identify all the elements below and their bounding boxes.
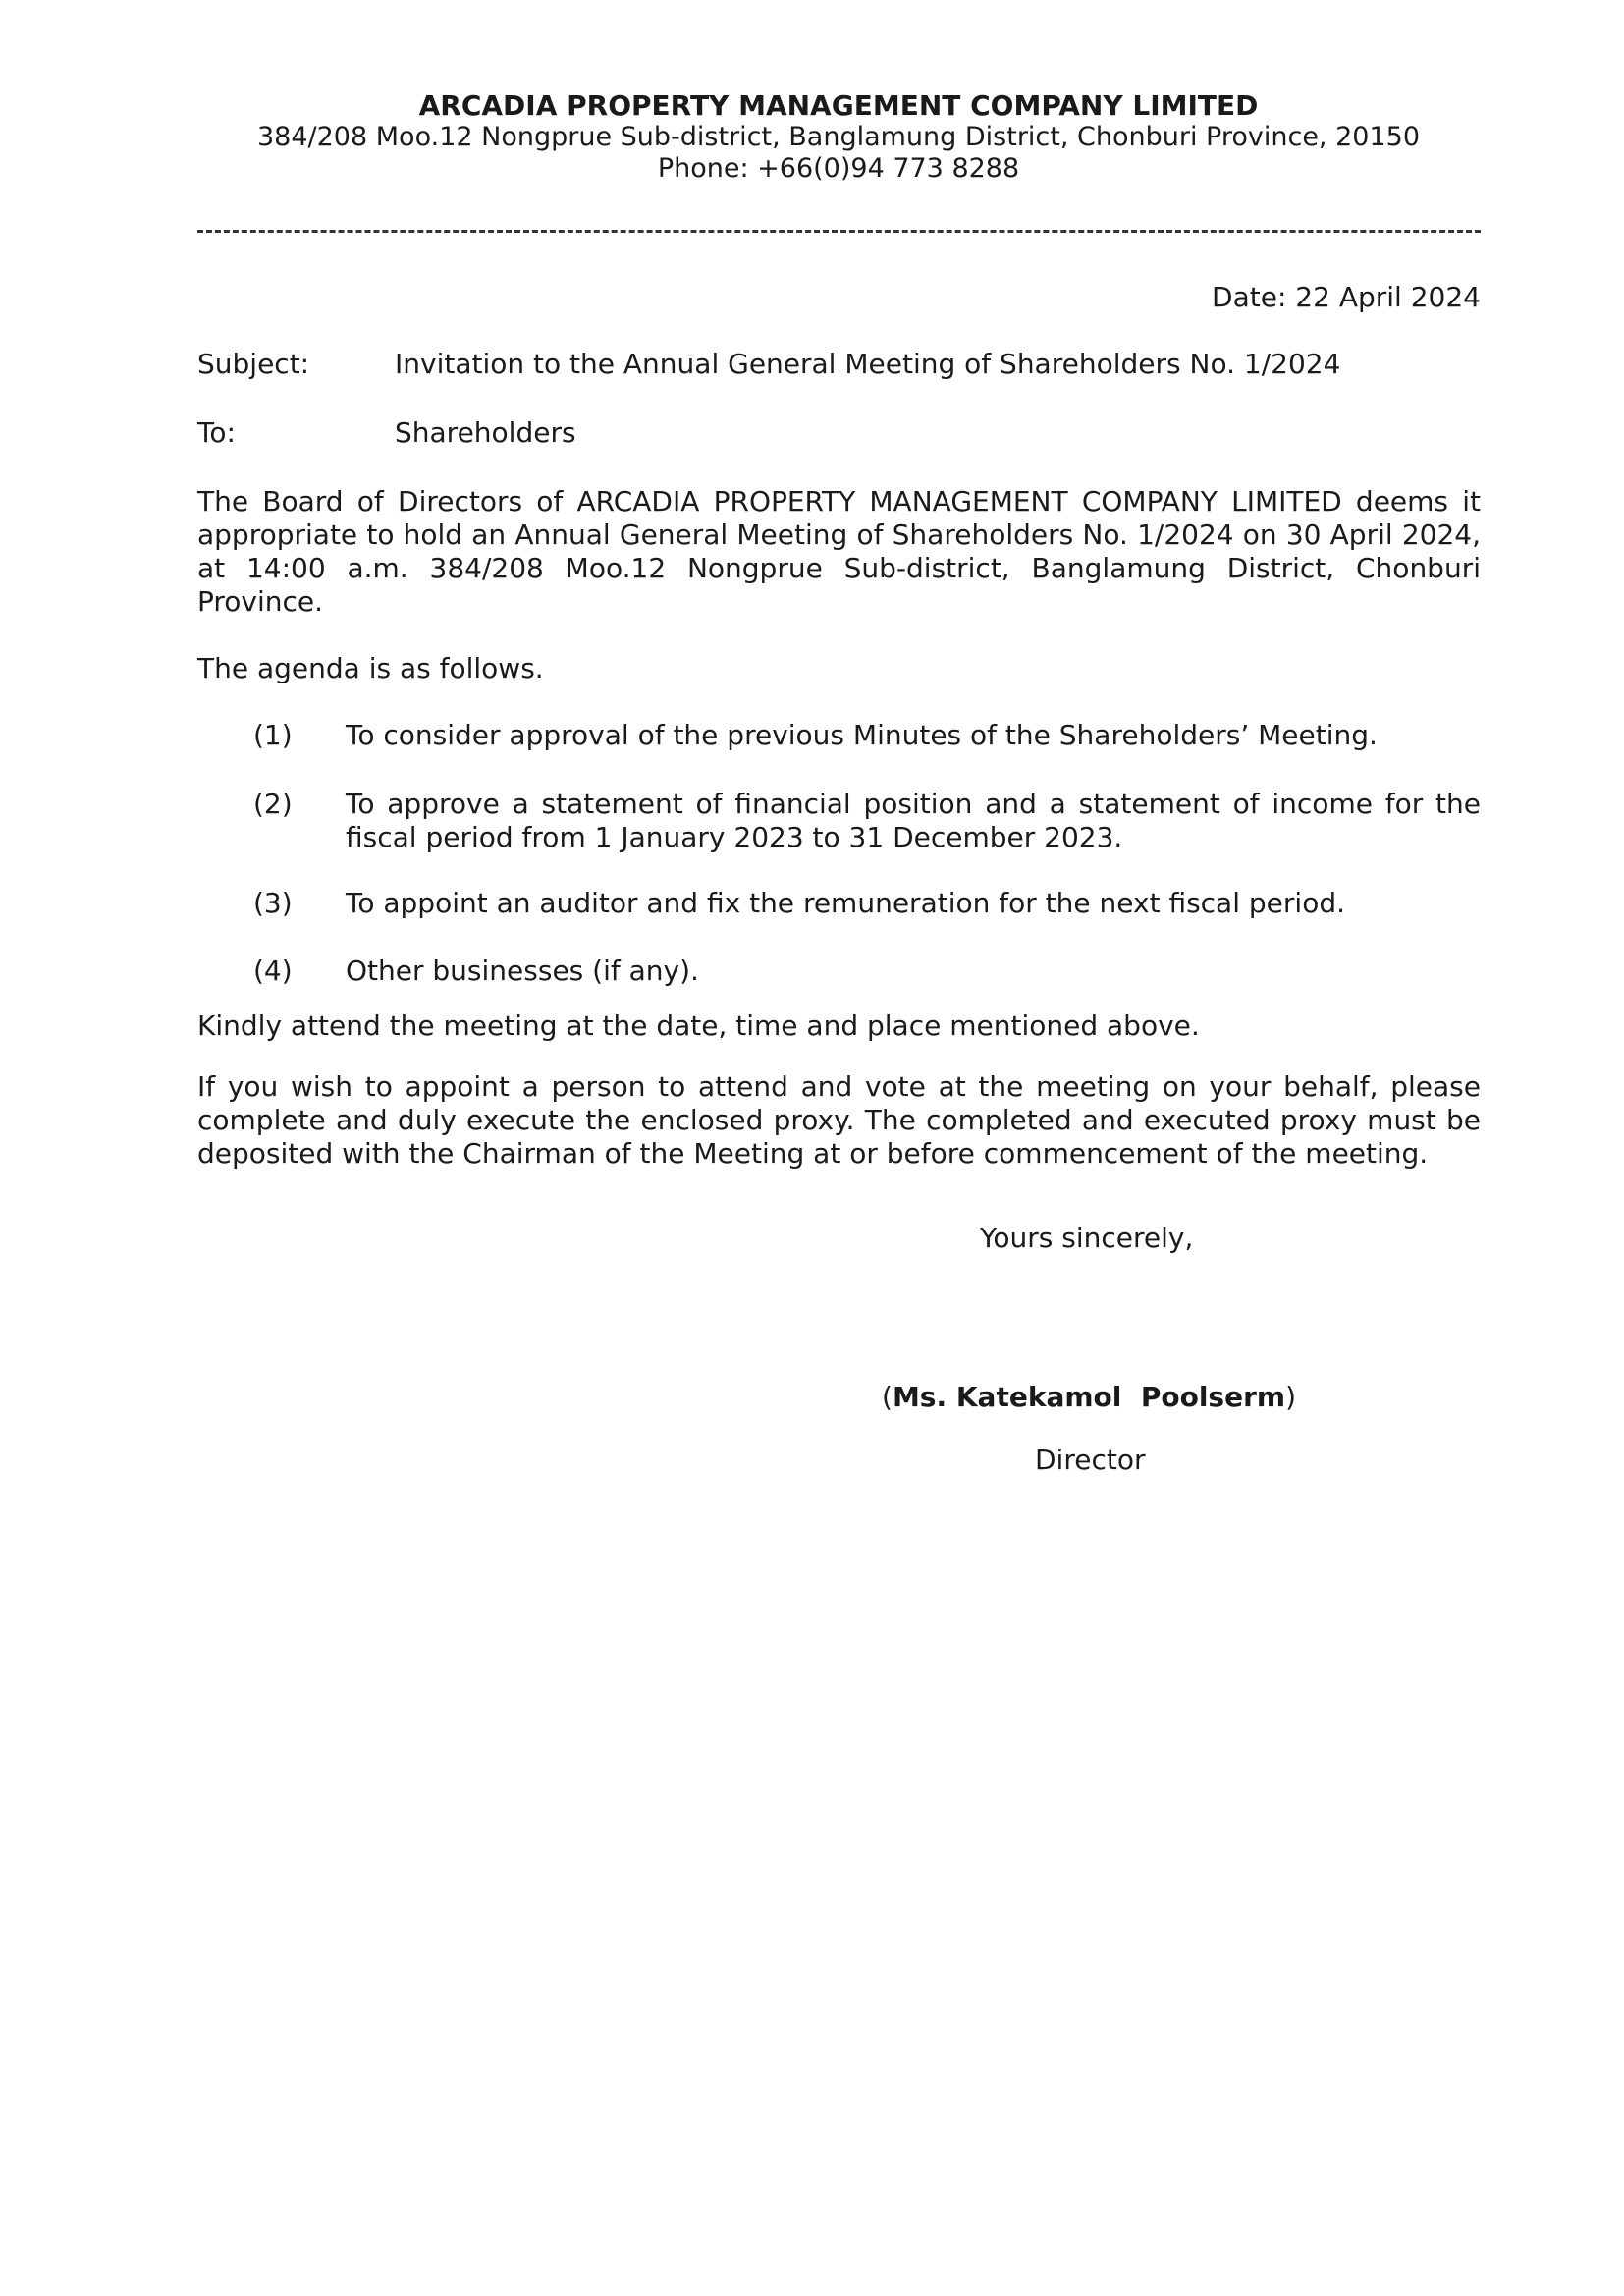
to-value: Shareholders: [395, 416, 576, 449]
letterhead: [196, 90, 1481, 185]
agenda-text: To approve a statement of financial position and a statement of income for the fiscal period from 1 January 2023 to 31 December 2023.: [346, 788, 1481, 853]
header-divider: [197, 230, 1481, 233]
closing-salutation: Yours sincerely,: [980, 1222, 1194, 1254]
agenda-intro: The agenda is as follows.: [197, 652, 544, 684]
agenda-text: To consider approval of the previous Minutes of the Shareholders’ Meeting.: [346, 719, 1378, 751]
signatory-name: Ms. Katekamol Poolserm: [892, 1381, 1286, 1413]
agenda-text: To appoint an auditor and fix the remuneration for the next fiscal period.: [346, 887, 1345, 919]
company-phone: Phone: +66(0)94 773 8288: [657, 153, 1020, 184]
company-name: ARCADIA PROPERTY MANAGEMENT COMPANY LIMITED: [418, 89, 1259, 122]
intro-paragraph: The Board of Directors of ARCADIA PROPERTY MANAGEMENT COMPANY LIMITED deems it appropriate to hold an Annual General Meeting of Shareholders No. 1/2024 on 30 April 2024, at 14:00 a.m. 384/208 Moo.12 Nongprue Sub-district, Banglamung District, Chonburi Province.: [197, 485, 1481, 618]
to-label: To:: [197, 416, 236, 449]
subject-label: Subject:: [197, 348, 310, 380]
attendance-note: Kindly attend the meeting at the date, time and place mentioned above.: [197, 1010, 1200, 1042]
signatory-title: Director: [1035, 1444, 1146, 1476]
signatory-name-line: [882, 1381, 1296, 1414]
agenda-number: (4): [253, 955, 293, 987]
letter-date: Date: 22 April 2024: [1212, 281, 1481, 313]
signatory-open-paren: (: [882, 1381, 893, 1413]
signatory-close-paren: ): [1285, 1381, 1297, 1413]
agenda-number: (2): [253, 788, 293, 820]
agenda-text: Other businesses (if any).: [346, 955, 699, 987]
agenda-number: (1): [253, 719, 293, 751]
proxy-paragraph: If you wish to appoint a person to attend and vote at the meeting on your behalf, please complete and duly execute the enclosed proxy. The completed and executed proxy must be deposited with the Chairman of the Meeting at or before commencement of the meeting.: [197, 1070, 1481, 1170]
company-address: 384/208 Moo.12 Nongprue Sub-district, Banglamung District, Chonburi Province, 20150: [257, 122, 1420, 152]
subject-value: Invitation to the Annual General Meeting of Shareholders No. 1/2024: [395, 348, 1341, 380]
agenda-number: (3): [253, 887, 293, 919]
